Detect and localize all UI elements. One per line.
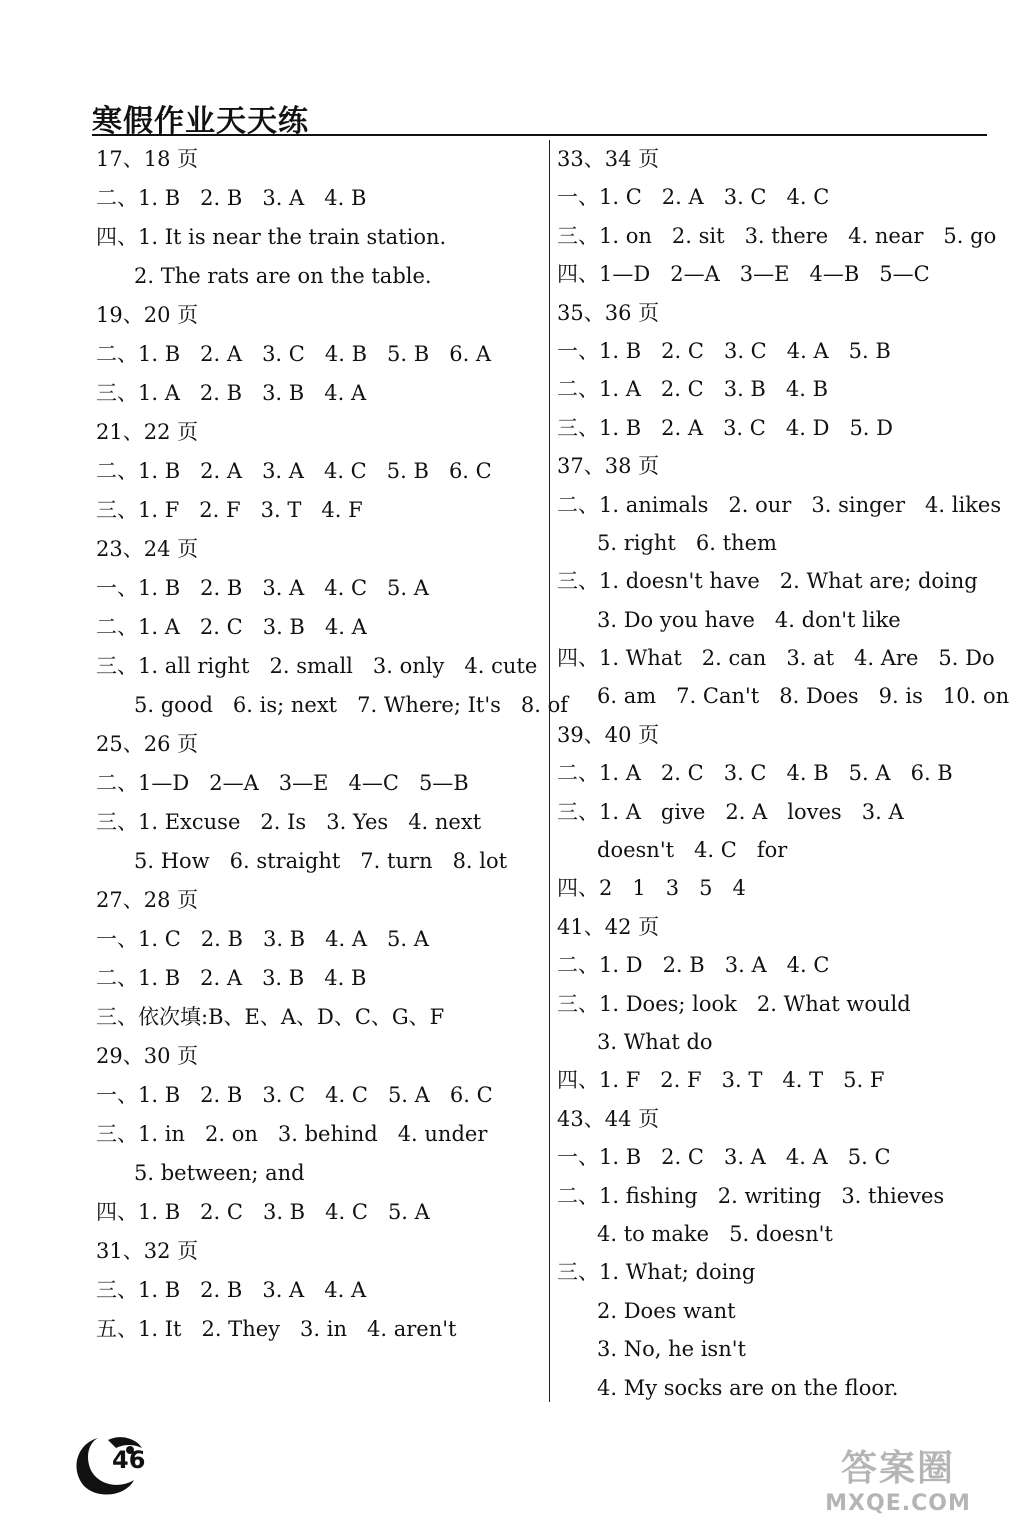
- answer-line: 四、2 1 3 5 4: [557, 876, 746, 901]
- answer-line: 二、1. animals 2. our 3. singer 4. likes: [557, 492, 1002, 517]
- answer-line: 三、1. B 2. A 3. C 4. D 5. D: [557, 415, 893, 440]
- page-range-heading: 37、38 页: [557, 454, 660, 479]
- answer-line: 三、1. B 2. B 3. A 4. A: [96, 1278, 367, 1302]
- answer-line: 二、1. A 2. C 3. B 4. B: [557, 377, 829, 402]
- page-range-heading: 23、24 页: [96, 537, 199, 561]
- answer-line: 三、依次填:B、E、A、D、C、G、F: [96, 1005, 445, 1029]
- answer-line: 一、1. C 2. A 3. C 4. C: [557, 185, 830, 210]
- answer-line: 四、1—D 2—A 3—E 4—B 5—C: [557, 262, 930, 287]
- answer-column-right: [557, 140, 1010, 1407]
- answer-line: 一、1. B 2. C 3. A 4. A 5. C: [557, 1145, 891, 1170]
- page-range-heading: 29、30 页: [96, 1044, 199, 1068]
- answer-line: 三、1. F 2. F 3. T 4. F: [96, 498, 363, 522]
- header-rule: [92, 134, 987, 136]
- answer-line: 2. Does want: [597, 1298, 736, 1323]
- answer-line: 二、1. B 2. A 3. B 4. B: [96, 966, 367, 990]
- answer-line: 四、1. F 2. F 3. T 4. T 5. F: [557, 1068, 885, 1093]
- answer-line: 三、1. all right 2. small 3. only 4. cute: [96, 654, 538, 678]
- answer-line: 4. to make 5. doesn't: [597, 1221, 833, 1246]
- answer-line: 一、1. B 2. B 3. A 4. C 5. A: [96, 576, 429, 600]
- answer-line: 一、1. B 2. B 3. C 4. C 5. A 6. C: [96, 1083, 493, 1107]
- watermark: [803, 1440, 993, 1530]
- page-range-heading: 17、18 页: [96, 147, 199, 171]
- answer-line: 3. Do you have 4. don't like: [597, 607, 901, 632]
- answer-line: 5. good 6. is; next 7. Where; It's 8. of: [134, 693, 569, 717]
- answer-column-left: [96, 140, 569, 1349]
- page-range-heading: 39、40 页: [557, 722, 660, 747]
- answer-line: 二、1. fishing 2. writing 3. thieves: [557, 1183, 945, 1208]
- answer-line: 四、1. B 2. C 3. B 4. C 5. A: [96, 1200, 430, 1224]
- answer-line: 二、1—D 2—A 3—E 4—C 5—B: [96, 771, 469, 795]
- page-range-heading: 19、20 页: [96, 303, 199, 327]
- answer-line: 三、1. on 2. sit 3. there 4. near 5. go: [557, 223, 997, 248]
- answer-line: 三、1. Does; look 2. What would: [557, 991, 911, 1016]
- page-range-heading: 25、26 页: [96, 732, 199, 756]
- answer-line: 三、1. What; doing: [557, 1260, 756, 1285]
- answer-line: 6. am 7. Can't 8. Does 9. is 10. on: [597, 684, 1010, 709]
- answer-line: 5. between; and: [134, 1161, 305, 1185]
- answer-line: 4. My socks are on the floor.: [597, 1375, 899, 1400]
- page-range-heading: 21、22 页: [96, 420, 199, 444]
- answer-line: 五、1. It 2. They 3. in 4. aren't: [96, 1317, 457, 1341]
- column-divider: [549, 140, 550, 1402]
- answer-line: 2. The rats are on the table.: [134, 264, 432, 288]
- answer-line: 3. What do: [597, 1029, 713, 1054]
- answer-line: 5. How 6. straight 7. turn 8. lot: [134, 849, 508, 873]
- answer-line: 三、1. in 2. on 3. behind 4. under: [96, 1122, 488, 1146]
- answer-line: 四、1. It is near the train station.: [96, 225, 447, 249]
- answer-line: 二、1. B 2. A 3. C 4. B 5. B 6. A: [96, 342, 492, 366]
- answer-line: doesn't 4. C for: [597, 838, 788, 863]
- answer-line: 三、1. A 2. B 3. B 4. A: [96, 381, 367, 405]
- page-number: 46: [112, 1446, 146, 1474]
- answer-line: 二、1. A 2. C 3. C 4. B 5. A 6. B: [557, 761, 953, 786]
- page-range-heading: 33、34 页: [557, 147, 660, 171]
- page-range-heading: 27、28 页: [96, 888, 199, 912]
- answer-line: 三、1. Excuse 2. Is 3. Yes 4. next: [96, 810, 482, 834]
- answer-line: 3. No, he isn't: [597, 1337, 746, 1362]
- answer-line: 一、1. B 2. C 3. C 4. A 5. B: [557, 338, 891, 363]
- answer-line: 5. right 6. them: [597, 530, 777, 555]
- page-range-heading: 31、32 页: [96, 1239, 199, 1263]
- answer-line: 二、1. B 2. B 3. A 4. B: [96, 186, 367, 210]
- answer-line: 一、1. C 2. B 3. B 4. A 5. A: [96, 927, 429, 951]
- page-range-heading: 41、42 页: [557, 914, 660, 939]
- answer-line: 三、1. A give 2. A loves 3. A: [557, 799, 904, 824]
- watermark-url: MXQE.COM: [825, 1491, 971, 1516]
- answer-line: 二、1. D 2. B 3. A 4. C: [557, 953, 830, 978]
- answer-line: 二、1. B 2. A 3. A 4. C 5. B 6. C: [96, 459, 492, 483]
- answer-line: 三、1. doesn't have 2. What are; doing: [557, 569, 978, 594]
- page-range-heading: 43、44 页: [557, 1106, 660, 1131]
- answer-line: 二、1. A 2. C 3. B 4. A: [96, 615, 367, 639]
- watermark-title: 答案圈: [840, 1448, 955, 1489]
- page-range-heading: 35、36 页: [557, 300, 660, 325]
- answer-line: 四、1. What 2. can 3. at 4. Are 5. Do: [557, 646, 995, 671]
- page-header-title: 寒假作业天天练: [92, 104, 309, 139]
